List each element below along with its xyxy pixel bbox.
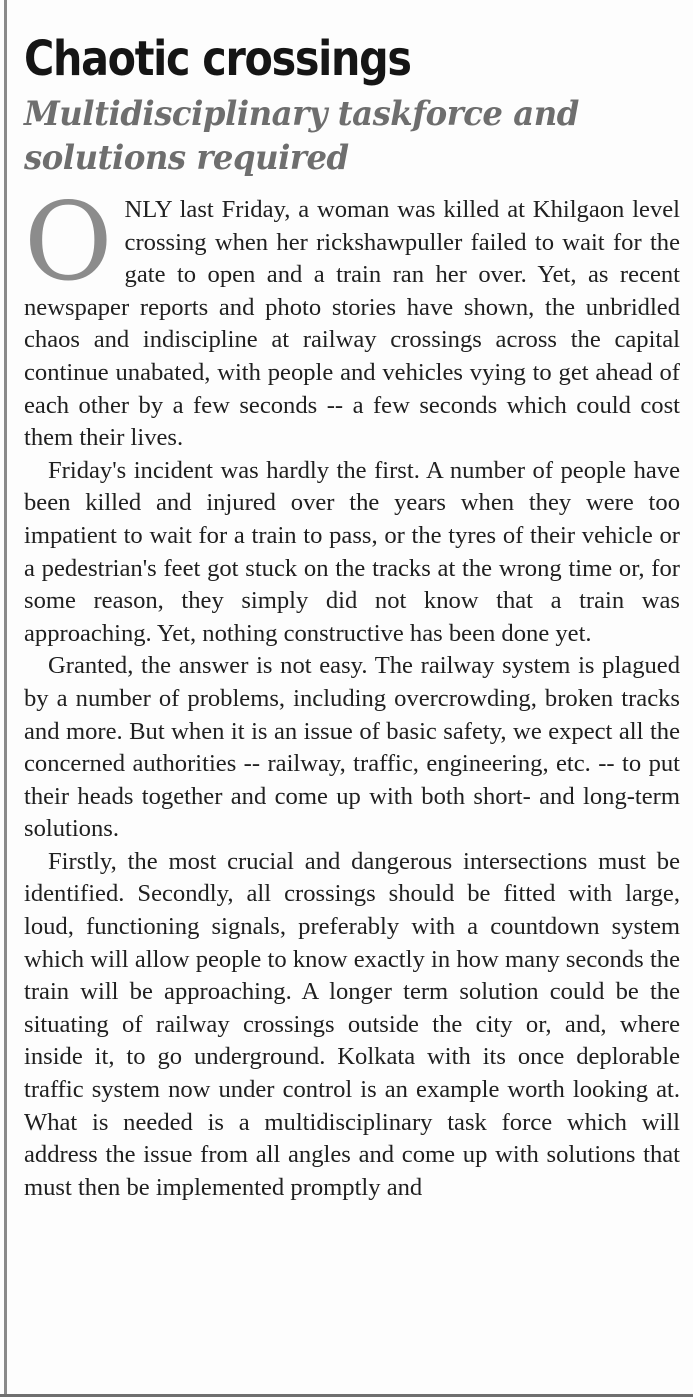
paragraph-4: Firstly, the most crucial and dangerous intersections must be identified. Secondly, all crossings should be fitted with large, loud, functioning signals, preferably with a countdown system which will allow people to know exactly in how many seconds the train will be approaching. A longer term solution could be the situating of railway crossings outside the city or, and, where inside it, to go underground. Kolkata with its once deplorable traffic system now under control is an example worth looking at. What is needed is a multidisciplinary task force which will address the issue from all angles and come up with solutions that must then be implemented promptly and bbox=[24, 847, 680, 1201]
paragraph-3: Granted, the answer is not easy. The railway system is plagued by a number of problems, including overcrowding, broken tracks and more. But when it is an issue of basic safety, we expect all the concerned authorities -- railway, traffic, engineering, etc. -- to put their heads together and come up with both short- and long-term solutions. bbox=[24, 652, 680, 843]
paragraph-1-text: NLY last Friday, a woman was killed at Khilgaon level crossing when her rickshawpuller failed to wait for the gate to open and a train ran her over. Yet, as recent newspaper reports and photo stories have shown, the unbridled chaos and indiscipline at railway crossings across the capital continue unabated, with people and vehicles vying to get ahead of each other by a few seconds -- a few seconds which could cost them their lives. bbox=[24, 196, 680, 452]
drop-cap: O bbox=[24, 180, 113, 305]
headline: Chaotic crossings bbox=[24, 31, 411, 87]
article-body bbox=[24, 180, 680, 1204]
editorial-article bbox=[24, 30, 680, 1204]
paragraph-2: Friday's incident was hardly the first. A number of people have been killed and injured over the years when they were too impatient to wait for a train to pass, or the tyres of their vehicle or a pedestrian's feet got stuck on the tracks at the wrong time or, for some reason, they simply did not know that a train was approaching. Yet, nothing constructive has been done yet. bbox=[24, 456, 680, 647]
subheadline: Multidisciplinary taskforce and solutions required bbox=[24, 94, 579, 178]
left-column-rule bbox=[4, 0, 7, 1397]
paragraph-1 bbox=[24, 180, 680, 455]
